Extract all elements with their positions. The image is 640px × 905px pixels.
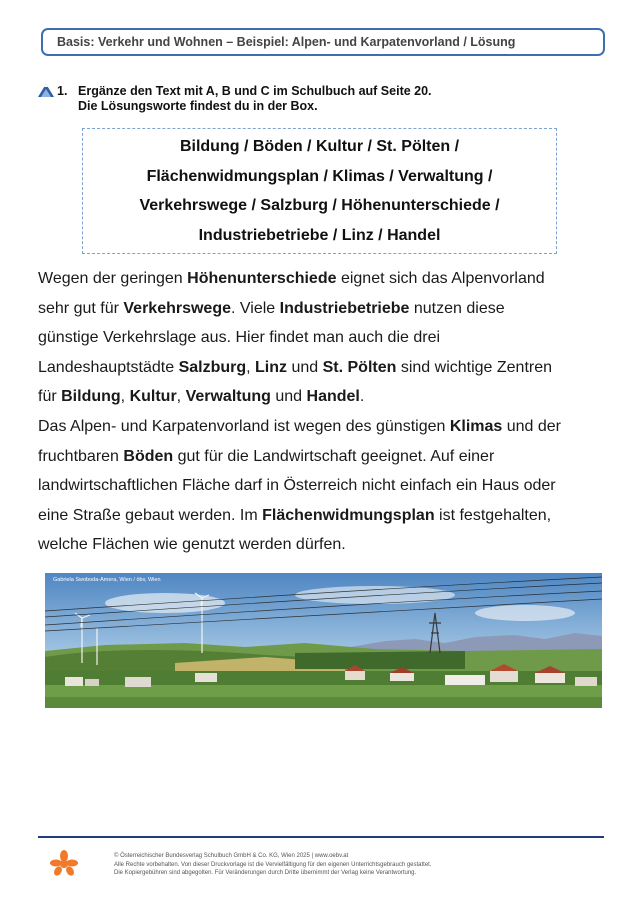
word-box-line: Bildung / Böden / Kultur / St. Pölten / bbox=[179, 138, 460, 155]
word-box-line: Verkehrswege / Salzburg / Höhenunterschiede / bbox=[139, 197, 500, 214]
solution-word: Höhenunterschiede bbox=[187, 270, 337, 287]
solution-word: Verwaltung bbox=[185, 388, 271, 405]
solution-word: Verkehrswege bbox=[123, 299, 231, 317]
word-box-line: Industriebetriebe / Linz / Handel bbox=[198, 226, 441, 244]
footer-line-1: © Österreichischer Bundesverlag Schulbuch GmbH & Co. KG, Wien 2025 | www.oebv.at bbox=[114, 853, 349, 859]
text-line: für Bildung, Kultur, Verwaltung und Handel. bbox=[38, 388, 365, 405]
solution-word: Linz bbox=[255, 358, 288, 376]
header-banner bbox=[41, 28, 605, 56]
task-number: 1. bbox=[57, 84, 68, 98]
solution-word: Böden bbox=[123, 447, 174, 465]
text-line: sehr gut für Verkehrswege. Viele Industriebetriebe nutzen diese bbox=[38, 299, 505, 317]
text-line: Wegen der geringen Höhenunterschiede eignet sich das Alpenvorland bbox=[38, 270, 545, 287]
solution-word: Industriebetriebe bbox=[279, 299, 410, 317]
mountain-icon bbox=[38, 84, 54, 97]
task-line-1: Ergänze den Text mit A, B und C im Schulbuch auf Seite 20. bbox=[78, 84, 432, 98]
publisher-logo-icon bbox=[50, 850, 78, 876]
solution-word: Kultur bbox=[129, 388, 177, 405]
header-title: Basis: Verkehr und Wohnen – Beispiel: Alpen- und Karpatenvorland / Lösung bbox=[57, 35, 516, 49]
solution-word: Flächenwidmungsplan bbox=[262, 506, 435, 524]
solution-word: Bildung bbox=[61, 388, 121, 405]
text-line: landwirtschaftlichen Fläche darf in Österreich nicht einfach ein Haus oder bbox=[38, 477, 556, 494]
footer-copyright bbox=[114, 852, 594, 878]
text-line: Landeshauptstädte Salzburg, Linz und St. Pölten sind wichtige Zentren bbox=[38, 358, 553, 376]
footer-line-2: Alle Rechte vorbehalten. Von dieser Druckvorlage ist die Vervielfältigung für den eigenen Unterrichtsgebrauch gestattet. bbox=[114, 861, 432, 868]
footer-line-3: Die Kopiergebühren sind abgegolten. Für Veränderungen durch Dritte übernimmt der Verlag keine Verantwortung. bbox=[114, 870, 417, 876]
text-line: Das Alpen- und Karpatenvorland ist wegen des günstigen Klimas und der bbox=[38, 418, 562, 435]
paragraph-1 bbox=[38, 264, 612, 412]
landscape-photo bbox=[45, 573, 602, 708]
photo-credit: Gabriela Swoboda-Amera, Wien / öbv, Wien bbox=[53, 577, 161, 583]
paragraph-2 bbox=[38, 412, 612, 560]
task-line-2: Die Lösungsworte findest du in der Box. bbox=[78, 99, 318, 113]
text-line: eine Straße gebaut werden. Im Flächenwidmungsplan ist festgehalten, bbox=[38, 506, 552, 524]
solution-word: Salzburg bbox=[178, 358, 247, 376]
solution-word: Klimas bbox=[449, 418, 503, 435]
solution-word: Handel bbox=[306, 388, 360, 405]
footer-divider bbox=[38, 836, 604, 838]
solution-word: St. Pölten bbox=[322, 358, 397, 376]
text-line: fruchtbaren Böden gut für die Landwirtschaft geeignet. Auf einer bbox=[38, 447, 495, 465]
text-line: welche Flächen wie genutzt werden dürfen. bbox=[38, 536, 346, 553]
landscape-illustration bbox=[45, 573, 602, 708]
solution-word-box bbox=[82, 128, 557, 254]
text-line: günstige Verkehrslage aus. Hier findet man auch die drei bbox=[38, 329, 441, 346]
word-box-line: Flächenwidmungsplan / Klimas / Verwaltung / bbox=[146, 167, 493, 185]
